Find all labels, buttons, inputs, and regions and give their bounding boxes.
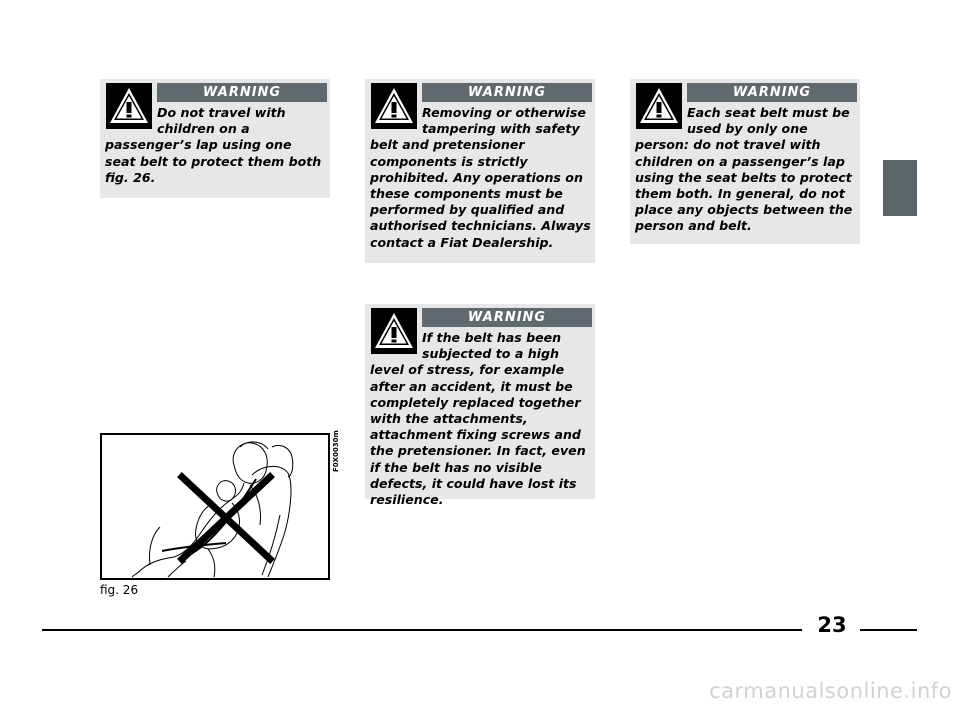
warning-label: WARNING	[157, 83, 327, 102]
warning-text: Do not travel with children on a passenger’s lap using one seat belt to protect them both fig. 26.	[105, 105, 322, 185]
page-number: 23	[817, 613, 847, 637]
footer-rule-left	[42, 629, 802, 631]
figure-caption: fig. 26	[100, 583, 139, 597]
warning-text: If the belt has been subjected to a high level of stress, for example after an accident, it must be completely replaced together with the attachments, attachment fixing screws and the pretensioner. In fact, even if the belt has no visible defects, it could have lost its resilience.	[370, 330, 586, 508]
footer-rule-right	[860, 629, 917, 631]
warning-box-1	[100, 79, 330, 198]
warning-label: WARNING	[687, 83, 857, 102]
warning-text: Each seat belt must be used by only one person: do not travel with children on a passenger’s lap using the seat belts to protect them both. In general, do not place any objects between the person and belt.	[635, 105, 853, 234]
figure-code: F0X0030m	[332, 430, 340, 472]
warning-box-4	[365, 304, 595, 508]
figure-illustration	[100, 433, 330, 580]
chapter-tab	[883, 160, 917, 216]
warning-text: Removing or otherwise tampering with safety belt and pretensioner components is strictly prohibited. Any operations on these components must be performed by qualified and authorised technicians. Always contact a Fiat Dealership.	[370, 105, 591, 250]
warning-label: WARNING	[422, 308, 592, 327]
warning-box-3	[630, 79, 860, 244]
watermark: carmanualsonline.info	[709, 679, 952, 703]
seat-child-lap-illustration	[102, 435, 328, 578]
warning-label: WARNING	[422, 83, 592, 102]
warning-box-2	[365, 79, 595, 263]
